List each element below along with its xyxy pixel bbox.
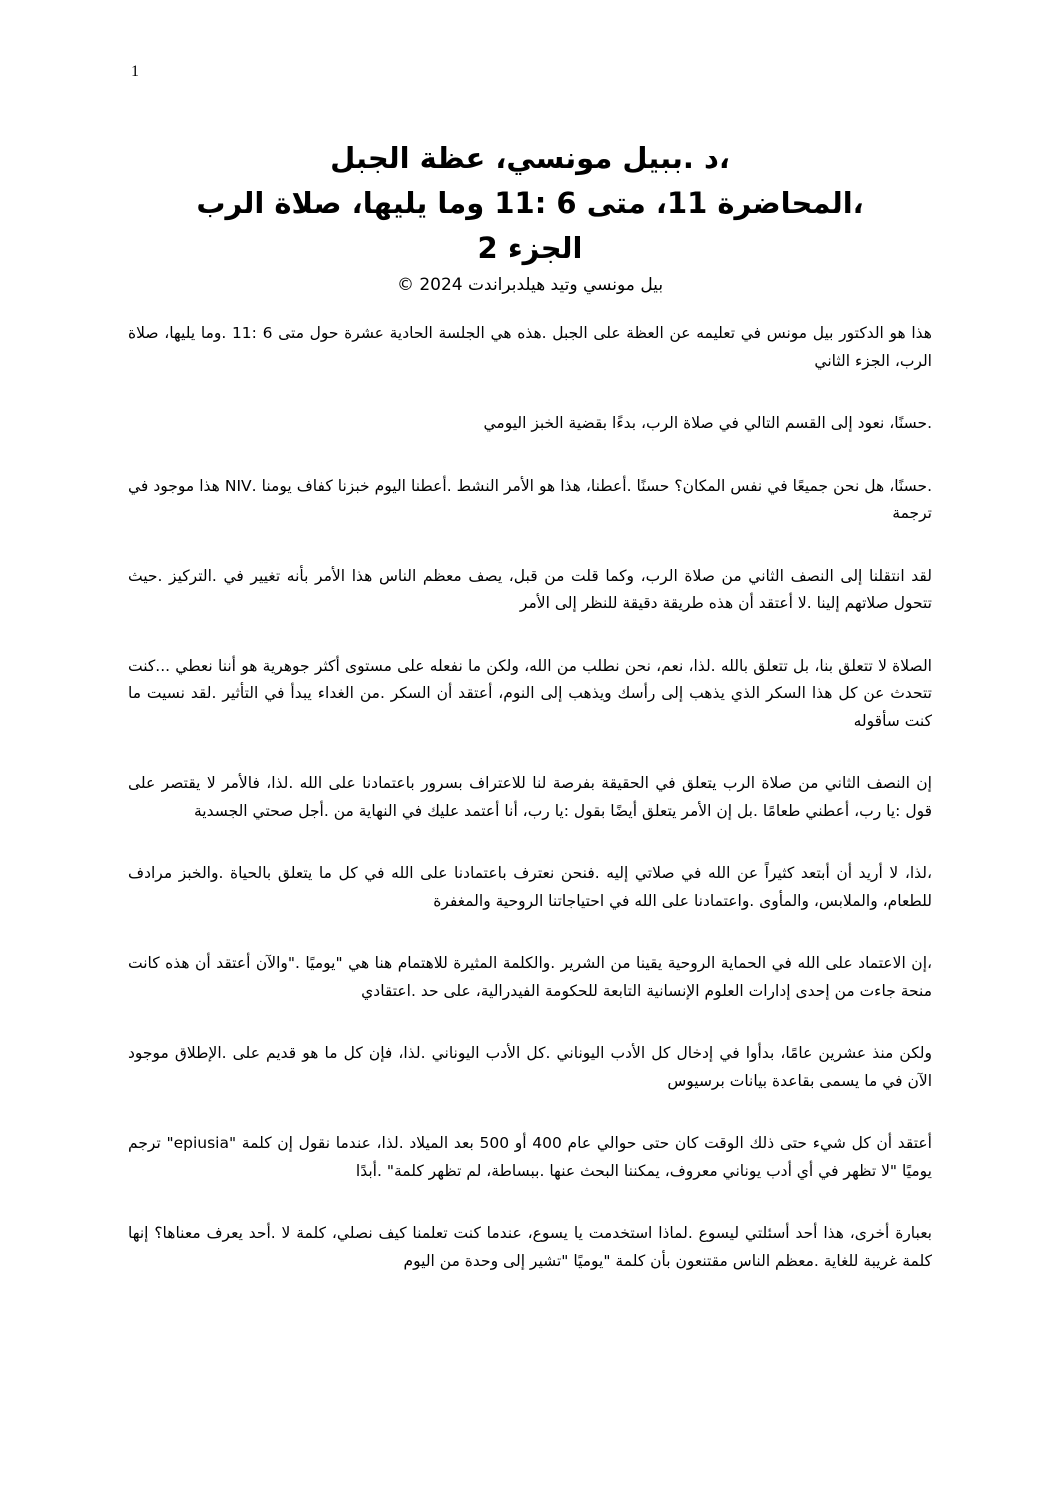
paragraph-4: لقد انتقلنا إلى النصف الثاني من صلاة الرب، وكما قلت من قبل، يصف معظم الناس هذا الأمر بأنه تغيير في .التركيز .حيث تتحول صلاتهم إلينا .لا أعتقد أن هذه طريقة دقيقة للنظر إلى الأمر	[128, 566, 932, 612]
paragraph-10: أعتقد أن كل شيء حتى ذلك الوقت كان حتى حوالي عام 400 أو 500 بعد الميلاد .لذا، عندما نقول إن كلمة "epiusia" ترجم يوميًا "لا تظهر في أي أدب يوناني معروف، يمكننا البحث عنها .ببساطة، لم تظهر كلمة" .أبدًا	[128, 1134, 932, 1180]
page-number: 1	[131, 63, 139, 80]
paragraph-3: .حسنًا، هل نحن جميعًا في نفس المكان؟ حسنًا .أعطنا، هذا هو الأمر النشط .أعطنا اليوم خبزنا كفاف يومنا .NIV هذا موجود في ترجمة	[128, 476, 932, 522]
paragraph-1: هذا هو الدكتور بيل مونس في تعليمه عن العظة على الجبل .هذه هي الجلسة الحادية عشرة حول متى 6 :11 .وما يليها، صلاة الرب، الجزء الثاني	[128, 324, 932, 370]
title-line-3: الجزء 2	[477, 231, 583, 265]
title-line-1: ،د .ببيل مونسي، عظة الجبل	[330, 141, 730, 175]
document-title-block	[150, 136, 910, 297]
paragraph-11: بعبارة أخرى، هذا أحد أسئلتي ليسوع .لماذا استخدمت يا يسوع، عندما كنت تعلمنا كيف نصلي، كلمة لا .أحد يعرف معناها؟ إنها كلمة غريبة للغاية .معظم الناس مقتنعون بأن كلمة "يوميًا "تشير إلى وحدة من اليوم	[128, 1224, 932, 1270]
copyright-line: بيل مونسي وتيد هيلدبراندت 2024 ©	[396, 275, 664, 295]
paragraph-7: ،لذا، لا أريد أن أبتعد كثيراً عن الله في صلاتي إليه .فنحن نعترف باعتمادنا على الله في كل ما يتعلق بالحياة .والخبز مرادف للطعام، والملابس، والمأوى .واعتمادنا على الله في احتياجاتنا الروحية والمغفرة	[128, 864, 932, 910]
paragraph-5: الصلاة لا تتعلق بنا، بل تتعلق بالله .لذا، نعم، نحن نطلب من الله، ولكن ما نفعله على مستوى أكثر جوهرية هو أننا نعطي ...كنت تتحدث عن كل هذا السكر الذي يذهب إلى رأسك ويذهب إلى النوم، أعتقد أن السكر .من الغداء يبدأ في التأثير .لقد نسيت ما كنت سأقوله	[128, 656, 932, 730]
paragraph-8: ،إن الاعتماد على الله في الحماية الروحية يقينا من الشرير .والكلمة المثيرة للاهتمام هنا هي "يوميًا ."والآن أعتقد أن هذه كانت منحة جاءت من إحدى إدارات العلوم الإنسانية التابعة للحكومة الفيدرالية، على حد .اعتقادي	[128, 954, 932, 1000]
title-line-2: ،المحاضرة 11، متى 6 :11 وما يليها، صلاة الرب	[196, 186, 864, 220]
document-body	[128, 320, 932, 1275]
paragraph-6: إن النصف الثاني من صلاة الرب يتعلق في الحقيقة بفرصة لنا للاعتراف بسرور باعتمادنا على الله .لذا، فالأمر لا يقتصر على قول :يا رب، أعطني طعامًا .بل إن الأمر يتعلق أيضًا بقول :يا رب، أنا أعتمد عليك في النهاية من .أجل صحتي الجسدية	[128, 774, 932, 820]
paragraph-9: ولكن منذ عشرين عامًا، بدأوا في إدخال كل الأدب اليوناني .كل الأدب اليوناني .لذا، فإن كل ما هو قديم على .الإطلاق موجود الآن في ما يسمى بقاعدة بيانات برسيوس	[128, 1044, 932, 1090]
paragraph-2: .حسنًا، نعود إلى القسم التالي في صلاة الرب، بدءًا بقضية الخبز اليومي	[483, 414, 932, 432]
